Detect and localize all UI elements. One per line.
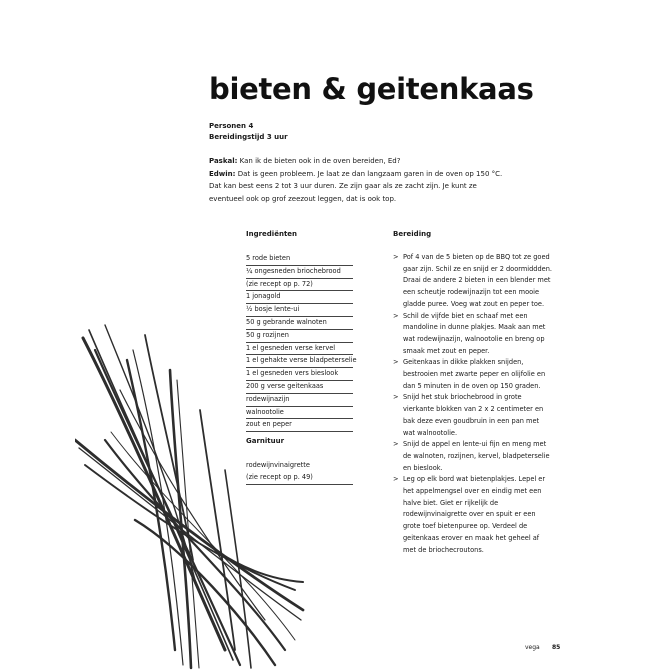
recipe-meta (209, 121, 288, 143)
footer-section: vega (525, 644, 540, 651)
preparation-step (393, 474, 553, 556)
garnish-item: (zie recept op p. 49) (246, 472, 353, 485)
step-bullet-icon: > (393, 475, 399, 484)
ingredient-item: 50 g rozijnen (246, 330, 353, 343)
ingredient-item: 1 jonagold (246, 291, 353, 304)
ingredient-item: 1 el gesneden vers bieslook (246, 368, 353, 381)
step-bullet-icon: > (393, 253, 399, 261)
dialogue-intro (209, 155, 509, 205)
ingredient-item: 5 rode bieten (246, 253, 353, 266)
preparation-step (393, 439, 553, 474)
step-text: Snijd de appel en lente-ui fijn en meng met de walnoten, rozijnen, kervel, bladpeterselie en bieslook. (403, 440, 550, 472)
persons-label: Personen 4 (209, 122, 254, 130)
ingredients-heading: Ingrediënten (246, 230, 298, 238)
answer-text: Dat is geen probleem. Je laat ze dan langzaam garen in de oven op 150 °C. Dat kan best eens 2 tot 3 uur duren. Ze zijn gaar als ze zacht zijn. Je kunt ze eventueel ook op grof zeezout leggen, dat is ook top. (209, 169, 503, 203)
step-text: Schil de vijfde biet en schaaf met een mandoline in dunne plakjes. Maak aan met wat rodewijnazijn, walnootolie en breng op smaak met zout en peper. (403, 311, 546, 355)
ingredient-item: walnootolie (246, 407, 353, 420)
preparation-step (393, 252, 553, 311)
step-bullet-icon: > (393, 393, 399, 402)
step-text: Pof 4 van de 5 bieten op de BBQ tot ze goed gaar zijn. Schil ze en snijd er 2 doormiddden. Draai de andere 2 bieten in een blender met een scheutje rodewijnazijn tot een mooie gladde puree. Voeg wat zout en peper toe. (403, 253, 552, 308)
ingredient-item: 1 el gesneden verse kervel (246, 343, 353, 356)
dialogue-answer (209, 168, 509, 206)
ingredient-item: 200 g verse geitenkaas (246, 381, 353, 394)
ingredient-item: zout en peper (246, 419, 353, 432)
step-text: Geitenkaas in dikke plakken snijden, bestrooien met zwarte peper en olijfolie en dan 5 minuten in de oven op 150 graden. (403, 358, 546, 390)
preparation-step (393, 311, 553, 358)
page-number: 85 (552, 644, 561, 651)
step-bullet-icon: > (393, 311, 399, 320)
garnish-list (246, 460, 353, 485)
step-text: Leg op elk bord wat bietenplakjes. Lepel er het appelmengsel over en eindig met een halve biet. Giet er rijkelijk de rodewijnvinaigrette over en spuit er een grote toef bietenpuree op. Verdeel de geitenkaas erover en maak het geheel af met de briochecroutons. (403, 475, 546, 554)
dialogue-question (209, 155, 509, 168)
recipe-title: bieten & geitenkaas (209, 72, 534, 106)
preparation-steps (393, 252, 553, 556)
step-bullet-icon: > (393, 358, 399, 367)
preparation-heading: Bereiding (393, 230, 432, 238)
ingredient-item: 50 g gebrande walnoten (246, 317, 353, 330)
step-bullet-icon: > (393, 440, 399, 449)
question-text: Kan ik de bieten ook in de oven bereiden, Ed? (239, 157, 401, 165)
ingredient-item: ½ bosje lente-ui (246, 304, 353, 317)
preparation-step (393, 357, 553, 392)
garnish-heading: Garnituur (246, 437, 285, 445)
ingredient-item: ¼ ongesneden briochebrood (246, 266, 353, 279)
answer-speaker: Edwin: (209, 169, 236, 178)
ingredient-item: (zie recept op p. 72) (246, 279, 353, 292)
ingredient-item: 1 el gehakte verse bladpeterselie (246, 355, 353, 368)
preparation-step (393, 392, 553, 439)
prep-time-label: Bereidingstijd 3 uur (209, 133, 288, 141)
step-text: Snijd het stuk briochebrood in grote vierkante blokken van 2 x 2 centimeter en bak deze even goudbruin in een pan met wat walnootolie. (403, 393, 544, 437)
ingredients-list (246, 253, 357, 432)
question-speaker: Paskal: (209, 157, 238, 165)
garnish-item: rodewijnvinaigrette (246, 461, 310, 469)
ingredient-item: rodewijnazijn (246, 394, 353, 407)
